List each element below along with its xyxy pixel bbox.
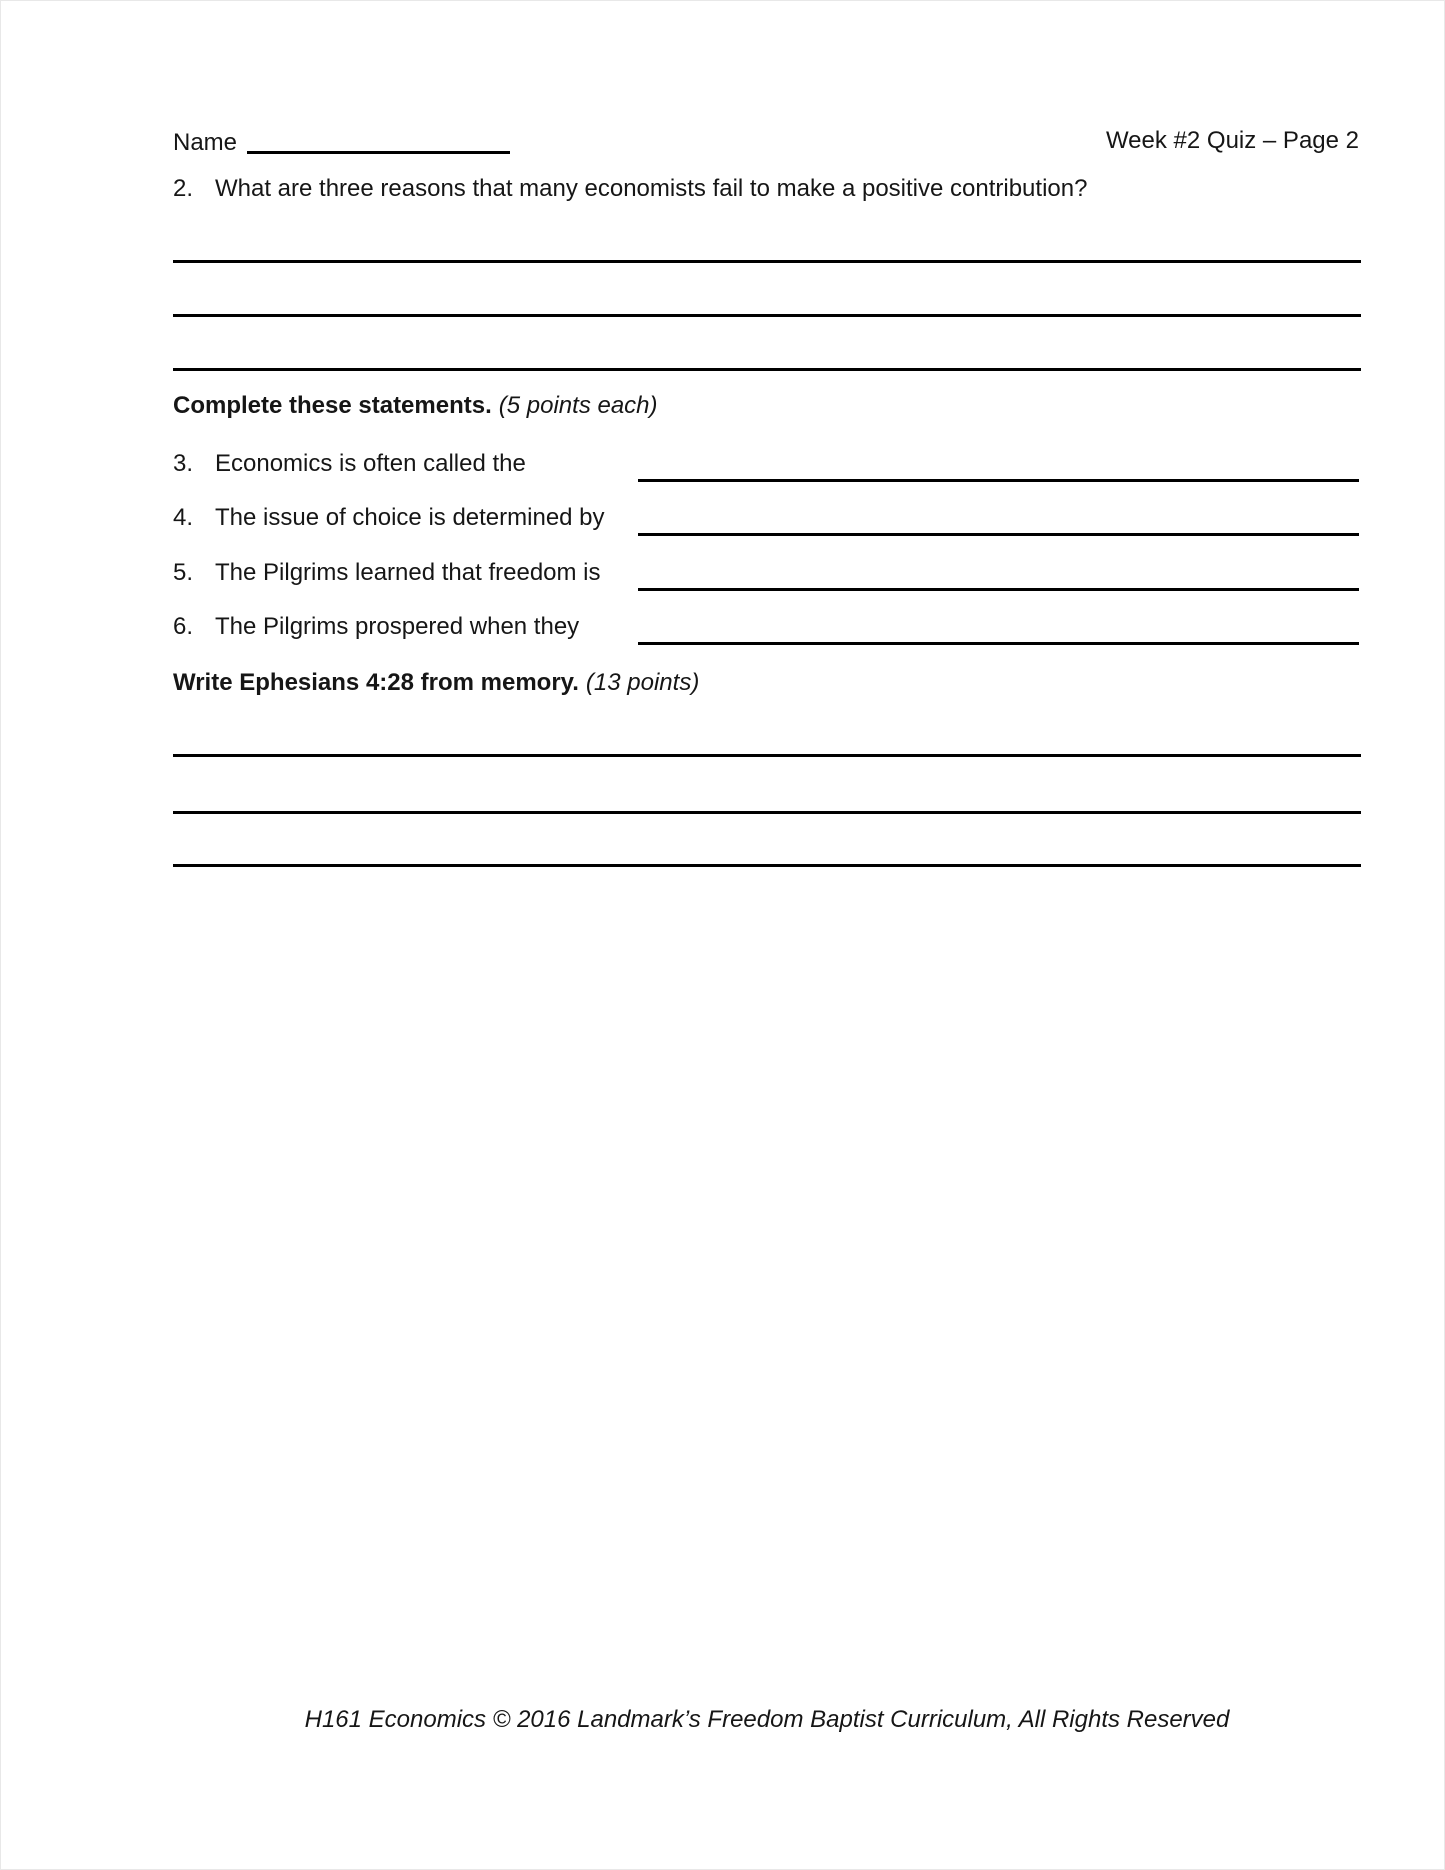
statement-item-6-number: 6. [173, 613, 194, 640]
statement-item-5 [173, 558, 1359, 591]
name-field [173, 126, 510, 158]
statement-item-5-text: The Pilgrims learned that freedom is [215, 559, 601, 586]
page-title: Week #2 Quiz – Page 2 [1105, 127, 1359, 154]
copyright-footer: H161 Economics © 2016 Landmark’s Freedom Baptist Curriculum, All Rights Reserved [304, 1706, 1230, 1733]
statement-item-4 [173, 503, 1359, 536]
memory-verse-answer-line-3 [173, 864, 1361, 867]
statement-item-3-text: Economics is often called the [215, 450, 526, 477]
question-2-answer-line-3 [173, 368, 1361, 371]
statement-item-3-number: 3. [173, 450, 194, 477]
statement-item-4-text: The issue of choice is determined by [215, 504, 605, 531]
question-2-answer-line-2 [173, 314, 1361, 317]
question-2-text: What are three reasons that many economists fail to make a positive contribution? [215, 175, 1088, 202]
memory-verse-points-note: (13 points) [585, 669, 700, 696]
memory-verse-answer-line-1 [173, 754, 1361, 757]
complete-statements-heading-text: Complete these statements. [173, 392, 492, 419]
statement-item-5-number: 5. [173, 559, 194, 586]
question-2-answer-line-1 [173, 260, 1361, 263]
statement-item-3-answer-line [638, 449, 1359, 482]
memory-verse-heading-text: Write Ephesians 4:28 from memory. [173, 669, 579, 696]
question-2-number: 2. [173, 175, 194, 202]
memory-verse-answer-line-2 [173, 811, 1361, 814]
statement-item-6 [173, 612, 1359, 645]
complete-statements-heading [173, 391, 658, 421]
statement-item-4-number: 4. [173, 504, 194, 531]
statement-item-5-answer-line [638, 558, 1359, 591]
statement-item-6-answer-line [638, 612, 1359, 645]
question-2 [173, 174, 1359, 204]
statement-item-6-text: The Pilgrims prospered when they [215, 613, 580, 640]
statement-item-3 [173, 449, 1359, 482]
memory-verse-heading [173, 668, 699, 698]
name-blank-line [247, 130, 510, 154]
name-label: Name [173, 129, 238, 156]
page-header [173, 126, 1359, 158]
statement-item-4-answer-line [638, 503, 1359, 536]
complete-statements-points-note: (5 points each) [498, 392, 658, 419]
